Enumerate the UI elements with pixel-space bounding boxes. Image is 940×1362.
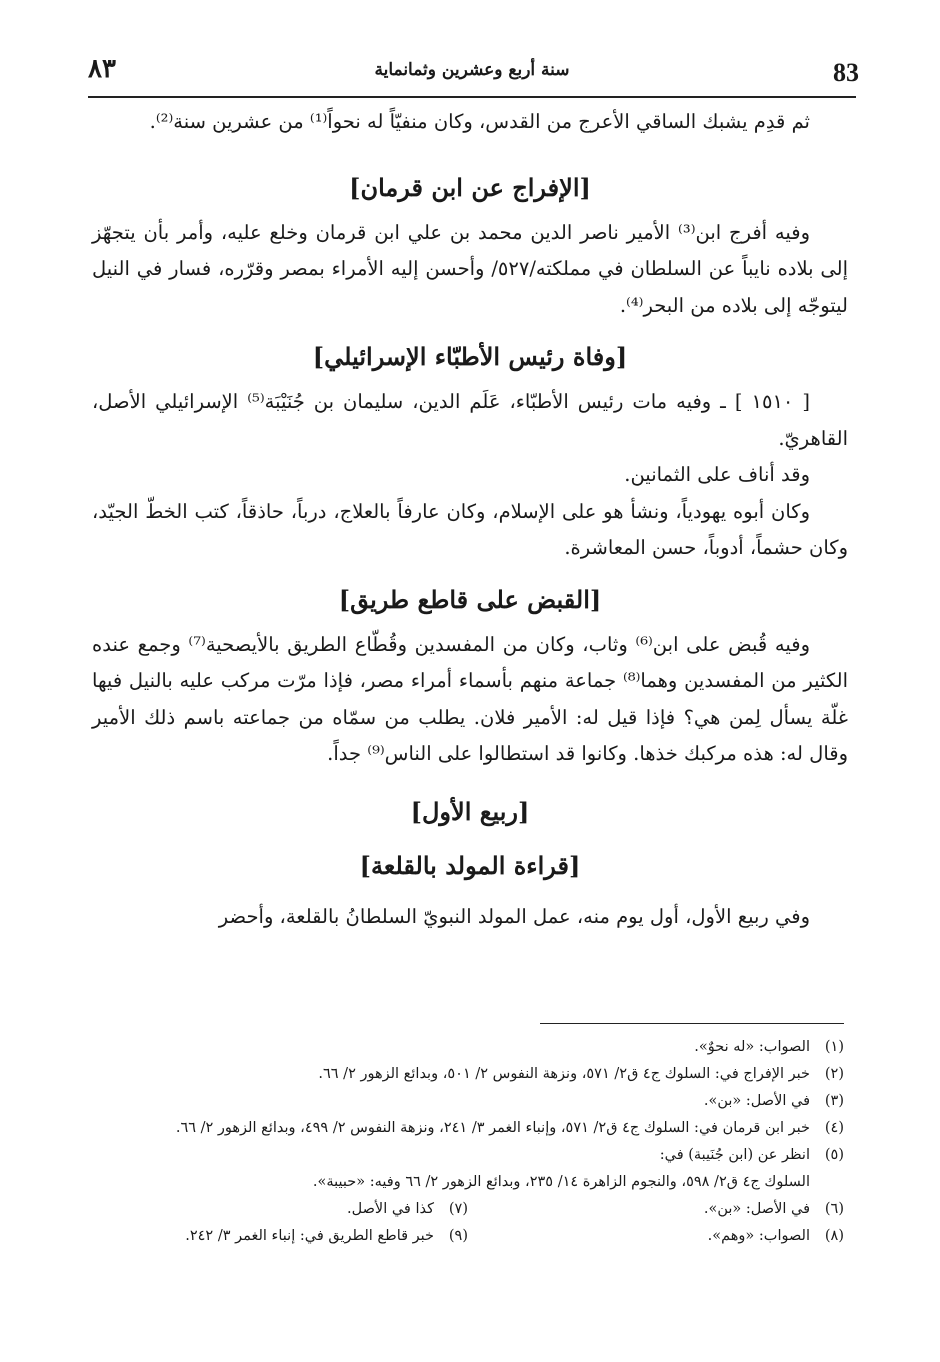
page-number-arabic: ٨٣ <box>88 54 116 84</box>
paragraph-age: وقد أناف على الثمانين. <box>624 463 810 486</box>
paragraph-yashbak: ثم قدِم يشبك الساقي الأعرج من القدس، وكان منفيّاً له نحواً⁽¹⁾ من عشرين سنة⁽²⁾. <box>149 110 810 133</box>
heading-rabi-al-awwal: [ربيع الأول] <box>410 796 530 826</box>
footnote-pair <box>92 1196 844 1223</box>
footnote-text: الصواب: «وهم». <box>707 1228 810 1244</box>
running-title: سنة أربع وعشرين وثمانماية <box>374 60 570 80</box>
footnote-text: خبر قاطع الطريق في: إنباء الغمر ٣/ ٢٤٢. <box>185 1228 434 1244</box>
footnote-number: (١) <box>824 1039 844 1055</box>
footnote <box>468 1196 844 1223</box>
footnote-text: في الأصل: «بن». <box>703 1201 810 1217</box>
paragraph-ibn-qaraman: وفيه أفرج ابن⁽³⁾ الأمير ناصر الدين محمد بن علي ابن قرمان وخلع عليه، وأمر بأن يتجهّز إلى بلاده نايباً عن السلطان في مملكته/٥٢٧/ وأحسن إليه الأمراء بمصر وقرّره، فسار في النيل ليتوجّه إلى بلاده من البحر⁽⁴⁾. <box>92 220 848 317</box>
footnote-number: (٥) <box>824 1147 844 1163</box>
footnote-number: (٢) <box>824 1066 844 1082</box>
footnote-number: (٨) <box>824 1228 844 1244</box>
footnote-number: (٧) <box>448 1201 468 1217</box>
footnote-text: في الأصل: «بن». <box>703 1093 810 1109</box>
header-rule <box>88 96 856 98</box>
footnote <box>92 1088 844 1115</box>
footnote <box>92 1196 468 1223</box>
footnote-number: (٤) <box>824 1120 844 1136</box>
main-text <box>92 104 848 935</box>
footnote <box>92 1142 844 1196</box>
footnote-number: (٣) <box>824 1093 844 1109</box>
footnote-number: (٩) <box>448 1228 468 1244</box>
heading-mawlid: [قراءة المولد بالقلعة] <box>359 850 581 880</box>
footnote-text: خبر الإفراج في: السلوك ج٤ ق٢/ ٥٧١، ونزهة النفوس ٢/ ٥٠١، وبدائع الزهور ٢/ ٦٦. <box>318 1066 810 1082</box>
paragraph-highwayman: وفيه قُبض على ابن⁽⁶⁾ وثاب، وكان من المفسدين وقُطّاع الطريق بالأيصحية⁽⁷⁾ وجمع عنده الكثير من المفسدين وهما⁽⁸⁾ جماعة منهم بأسماء أمراء مصر، فإذا مرّت مركب عليه بالنيل فيها غلّة يسأل لِمن هي؟ فإذا قيل له: الأمير فلان. يطلب من سمّاه من جماعته باسم ذلك الأمير وقال له: هذه مركبك خذها. وكانوا قد استطالوا على الناس⁽⁹⁾ جداً. <box>92 632 848 765</box>
paragraph-mawlid: وفي ربيع الأول، أول يوم منه، عمل المولد النبويّ السلطانُ بالقلعة، وأحضر <box>218 904 810 928</box>
footnote-rule <box>540 1023 844 1024</box>
paragraph-biography: وكان أبوه يهودياً، ونشأ هو على الإسلام، وكان عارفاً بالعلاج، درباً، حاذقاً، كتب الخطّ الجيّد، وكان حشماً، أدوباً، حسن المعاشرة. <box>92 499 848 559</box>
footnote <box>92 1061 844 1088</box>
footnote-number: (٦) <box>824 1201 844 1217</box>
heading-release: [الإفراج عن ابن قرمان] <box>349 172 591 202</box>
heading-highwayman: [القبض على قاطع طريق] <box>338 584 602 614</box>
footnotes <box>92 1034 844 1250</box>
footnote <box>92 1115 844 1142</box>
running-header <box>88 52 859 92</box>
footnote <box>92 1034 844 1061</box>
heading-physician-death: [وفاة رئيس الأطبّاء الإسرائيلي] <box>312 342 628 371</box>
footnote-pair <box>92 1223 844 1250</box>
footnote-text: خبر ابن قرمان في: السلوك ج٤ ق٢/ ٥٧١، وإنباء الغمر ٣/ ٢٤١، ونزهة النفوس ٢/ ٤٩٩، وبدائع الزهور ٢/ ٦٦. <box>175 1120 810 1136</box>
footnote-text: الصواب: «له نحوٌ». <box>694 1039 810 1055</box>
page-number-latin: 83 <box>833 58 859 87</box>
footnote-text: كذا في الأصل. <box>347 1201 434 1217</box>
paragraph-obituary-entry: [ ١٥١٠ ] ـ وفيه مات رئيس الأطبّاء، عَلَم الدين، سليمان بن جُنَيْبَة⁽⁵⁾ الإسرائيلي الأصل، القاهريّ. <box>92 390 848 450</box>
footnote-text: انظر عن (ابن جُنَيبة) في: السلوك ج٤ ق٢/ ٥٩٨، والنجوم الزاهرة ١٤/ ٢٣٥، وبدائع الزهور ٢/ ٦٦ وفيه: «حبيبة». <box>312 1147 810 1190</box>
footnote <box>92 1223 468 1250</box>
footnote <box>468 1223 844 1250</box>
